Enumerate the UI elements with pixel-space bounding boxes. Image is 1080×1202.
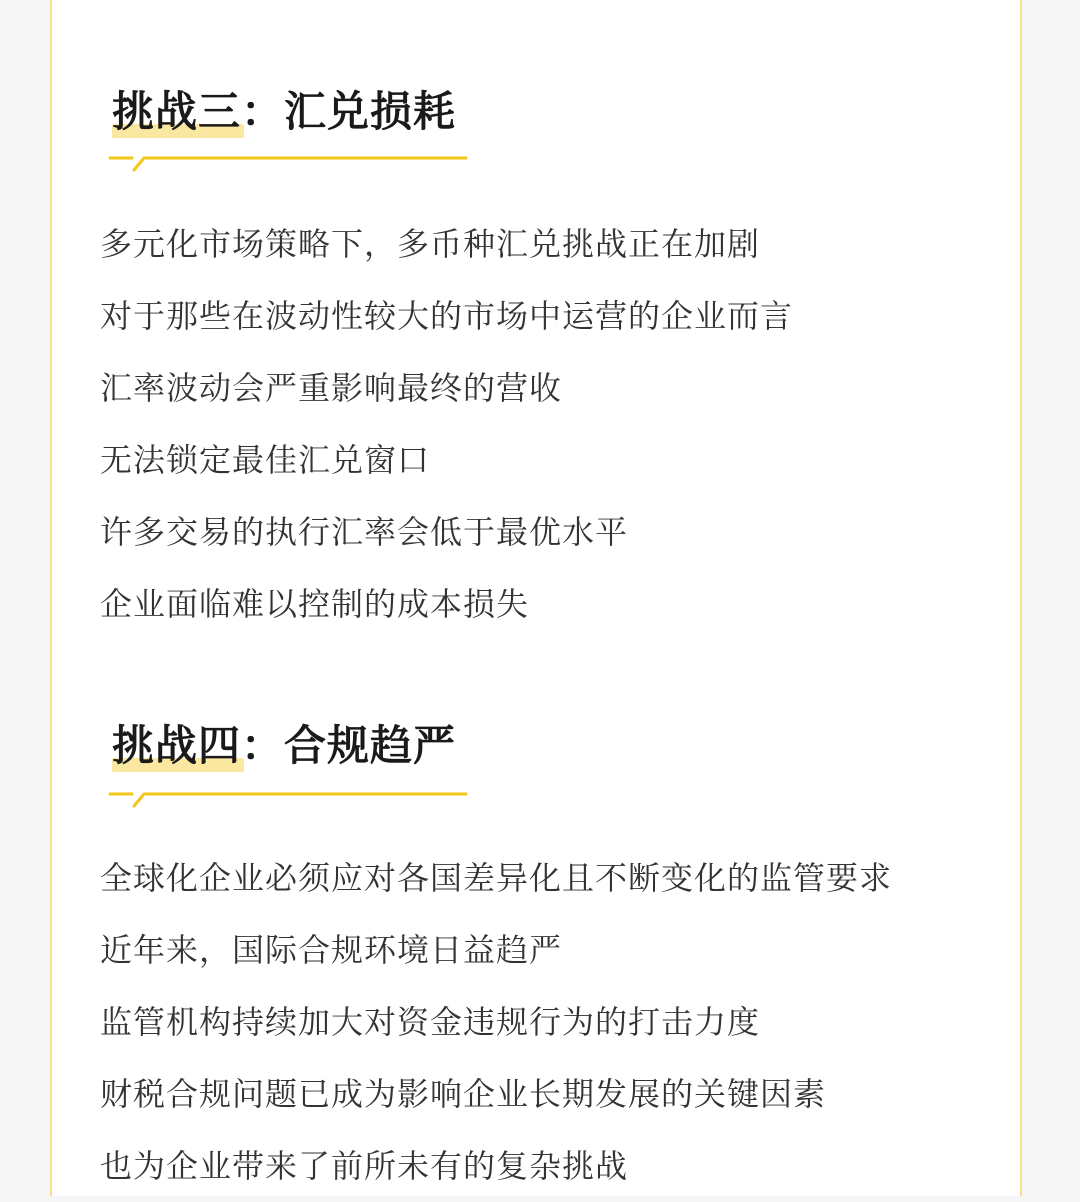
heading-underline-decoration (108, 786, 468, 810)
heading-underline-decoration (108, 150, 468, 174)
section-title: 挑战三：汇兑损耗 (112, 87, 457, 136)
body-line: 全球化企业必须应对各国差异化且不断变化的监管要求 (100, 859, 893, 897)
body-line: 无法锁定最佳汇兑窗口 (100, 441, 431, 479)
section-heading-4 (112, 716, 456, 776)
body-line: 监管机构持续加大对资金违规行为的打击力度 (100, 1003, 761, 1041)
section-title: 挑战四：合规趋严 (112, 721, 457, 770)
body-line: 企业面临难以控制的成本损失 (100, 585, 530, 623)
body-line: 财税合规问题已成为影响企业长期发展的关键因素 (100, 1075, 827, 1113)
article-card (50, 0, 1022, 1196)
section-body-3 (100, 208, 793, 640)
body-line: 对于那些在波动性较大的市场中运营的企业而言 (100, 297, 794, 335)
body-line: 汇率波动会严重影响最终的营收 (100, 369, 563, 407)
body-line: 近年来，国际合规环境日益趋严 (100, 931, 563, 969)
body-line: 许多交易的执行汇率会低于最优水平 (100, 513, 629, 551)
section-body-4 (100, 842, 892, 1202)
body-line: 多元化市场策略下，多币种汇兑挑战正在加剧 (100, 225, 761, 263)
section-heading-3 (112, 82, 456, 142)
body-line: 也为企业带来了前所未有的复杂挑战 (100, 1147, 629, 1185)
